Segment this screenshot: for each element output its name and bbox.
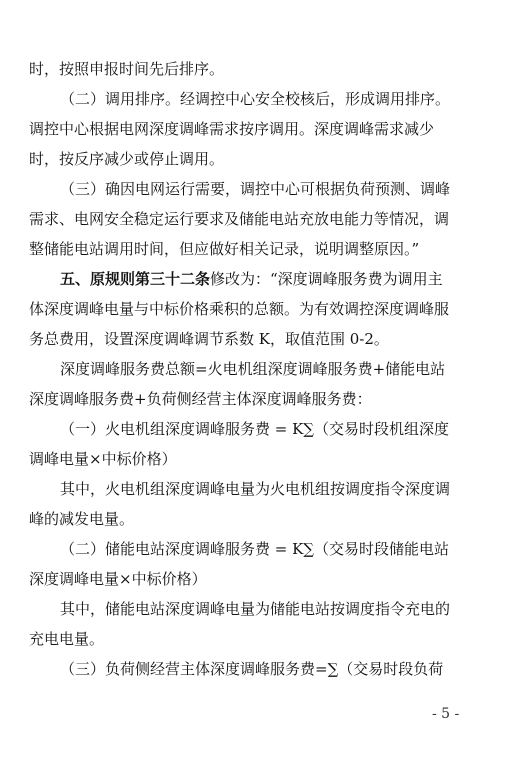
text-line-12: 深度调峰服务费+负荷侧经营主体深度调峰服务费： [29,390,372,408]
text-line-21: （三）负荷侧经营主体深度调峰服务费=∑（交易时段负荷 [60,660,444,678]
document-page [29,54,481,684]
text-line-3: 调控中心根据电网深度调峰需求按序调用。深度调峰需求减少 [29,120,435,138]
text-line-2: （二）调用排序。经调控中心安全校核后，形成调用排序。 [60,90,451,108]
article-heading-rest: 修改为：“深度调峰服务费为调用主 [210,270,443,288]
text-line-1: 时，按照申报时间先后排序。 [29,60,225,78]
article-heading-line [29,264,481,294]
text-line-19: 其中，储能电站深度调峰电量为储能电站按调度指令充电的 [60,600,451,618]
text-line-10: 务总费用，设置深度调峰调节系数 K，取值范围 0-2。 [29,330,389,348]
text-line-14: 调峰电量×中标价格） [29,450,177,468]
text-line-5: （三）确因电网运行需要，调控中心可根据负荷预测、调峰 [60,180,451,198]
page-number: - 5 - [432,706,460,722]
article-heading: 五、原规则第三十二条 [60,270,211,288]
text-line-18: 深度调峰电量×中标价格） [29,570,207,588]
text-line-15: 其中，火电机组深度调峰电量为火电机组按调度指令深度调 [60,480,451,498]
text-line-20: 充电电量。 [29,630,105,648]
text-line-13: （一）火电机组深度调峰服务费 = K∑（交易时段机组深度 [60,420,450,438]
text-line-17: （二）储能电站深度调峰服务费 = K∑（交易时段储能电站 [60,540,450,558]
text-line-4: 时，按反序减少或停止调用。 [29,150,225,168]
text-line-16: 峰的减发电量。 [29,510,135,528]
text-line-9: 体深度调峰电量与中标价格乘积的总额。为有效调控深度调峰服 [29,300,450,318]
text-line-6: 需求、电网安全稳定运行要求及储能电站充放电能力等情况，调 [29,210,450,228]
text-line-7: 整储能电站调用时间，但应做好相关记录，说明调整原因。” [29,240,420,258]
text-line-11: 深度调峰服务费总额=火电机组深度调峰服务费+储能电站 [60,360,446,378]
